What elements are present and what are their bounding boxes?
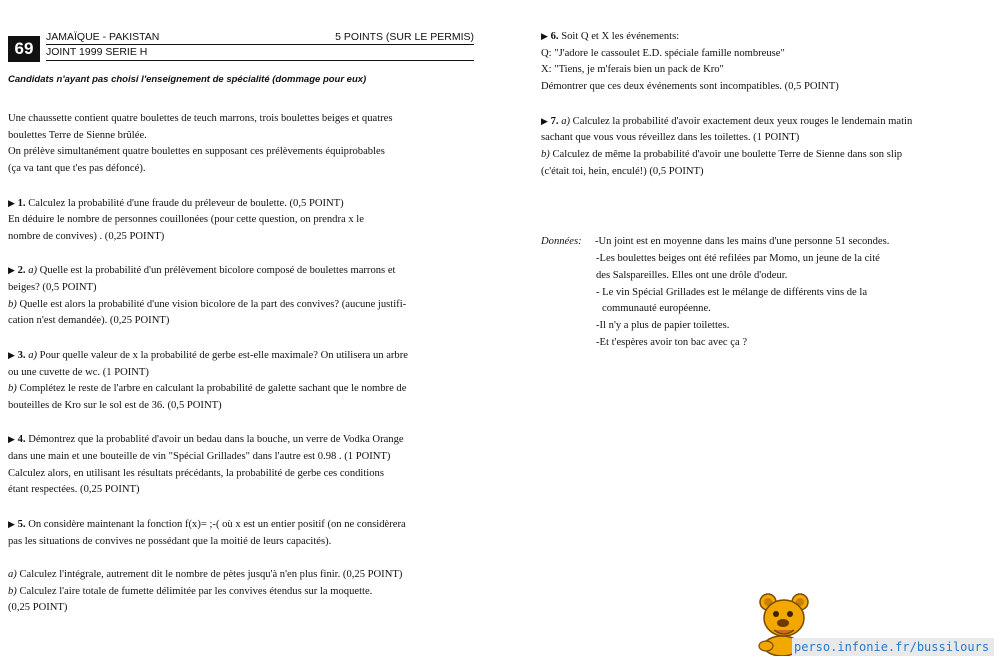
question-5-parts [8, 567, 498, 617]
triangle-bullet-icon: ▶ [541, 31, 548, 41]
question-text: Démontrez que la probablité d'avoir un bedau dans la bouche, un verre de Vodka Orange [28, 434, 404, 446]
part-label: a) [8, 568, 17, 580]
question-text: sachant que vous vous réveillez dans les toilettes. (1 POINT) [541, 132, 800, 144]
question-text: Quelle est la probabilité d'un prélèvement bicolore composé de boulettes marrons et [39, 265, 396, 277]
question-text: Calculez la probabilité d'avoir exactement deux yeux rouges le lendemain matin [572, 115, 913, 127]
data-item: -Un joint est en moyenne dans les mains d'une personne 51 secondes. [595, 236, 890, 247]
question-3 [8, 347, 498, 415]
question-text: pas les situations de convives ne possédant que la moitié de leurs capacités). [8, 535, 332, 547]
question-text: Quelle est alors la probabilité d'une vision bicolore de la part des convives? (aucune justifi- [19, 298, 407, 310]
question-text: Calculez de même la probabilité d'avoir une boulette Terre de Sienne dans son slip [552, 148, 903, 160]
data-item: -Les boulettes beiges ont été refilées par Momo, un jeune de la cité [596, 253, 880, 264]
triangle-bullet-icon: ▶ [8, 265, 15, 276]
question-text: dans une main et une bouteille de vin "Spécial Grillades" dans l'autre est 0.98 . (1 POINT) [8, 451, 391, 462]
question-text: Pour quelle valeur de x la probabilité de gerbe est-elle maximale? On utilisera un arbre [39, 349, 408, 361]
triangle-bullet-icon: ▶ [8, 349, 15, 360]
triangle-bullet-icon: ▶ [8, 197, 15, 208]
question-4 [8, 431, 498, 499]
triangle-bullet-icon: ▶ [8, 518, 15, 529]
exam-points: 5 POINTS (SUR LE PERMIS) [335, 31, 474, 43]
question-number: 5. [17, 518, 26, 530]
data-item: -Il n'y a plus de papier toilettes. [596, 320, 730, 331]
question-text: (c'était toi, hein, enculé!) (0,5 POINT) [541, 165, 704, 177]
triangle-bullet-icon: ▶ [541, 115, 548, 126]
triangle-bullet-icon: ▶ [8, 434, 15, 445]
question-text: Calculez l'aire totale de fumette délimitée par les convives étendus sur la moquette. [19, 585, 373, 597]
question-number: 4. [17, 434, 26, 446]
intro-line: boulettes Terre de Sienne brûlée. [8, 129, 147, 141]
question-text: bouteilles de Kro sur le sol est de 36. (0,5 POINT) [8, 399, 222, 411]
question-text: cation n'est demandée). (0,25 POINT) [8, 315, 170, 327]
question-6 [541, 28, 996, 96]
part-label: a) [28, 265, 38, 277]
data-item: - Le vin Spécial Grillades est le mélange de différents vins de la [596, 287, 868, 298]
data-label: Données: [541, 236, 582, 247]
page-number-badge: 69 [8, 36, 40, 62]
exam-header [46, 30, 474, 61]
left-column [8, 111, 498, 634]
data-item: -Et t'espères avoir ton bac avec ça ? [596, 337, 748, 348]
question-text: En déduire le nombre de personnes couillonées (pour cette question, on prendra x le [8, 214, 364, 226]
intro-line: Une chaussette contient quatre boulettes de teuch marrons, trois boulettes beiges et quatres [8, 113, 393, 124]
part-label: b) [8, 298, 17, 310]
question-text: nombre de convives) . (0,25 POINT) [8, 230, 165, 242]
right-column [541, 28, 996, 197]
question-text: étant respectées. (0,25 POINT) [8, 484, 140, 496]
part-label: b) [8, 585, 17, 597]
question-number: 3. [17, 349, 26, 361]
question-text: Soit Q et X les événements: [561, 31, 680, 42]
question-number: 6. [550, 31, 559, 42]
question-number: 1. [17, 197, 26, 209]
question-5 [8, 516, 498, 550]
part-label: b) [541, 148, 550, 160]
question-text: beiges? (0,5 POINT) [8, 282, 97, 293]
data-item: des Salspareilles. Elles ont une drôle d'odeur. [596, 270, 788, 281]
site-logo[interactable] [756, 590, 996, 662]
question-text: On considère maintenant la fonction f(x)= ;-( où x est un entier positif (on ne considèrera [28, 518, 406, 530]
question-number: 2. [17, 265, 26, 277]
question-number: 7. [550, 115, 559, 127]
candidates-notice: Candidats n'ayant pas choisi l'enseignement de spécialité (dommage pour eux) [8, 74, 367, 85]
question-text: Démontrer que ces deux événements sont incompatibles. (0,5 POINT) [541, 81, 839, 93]
question-2 [8, 262, 498, 330]
part-label: a) [28, 349, 38, 361]
intro-paragraph [8, 111, 498, 178]
question-text: X: "Tiens, je m'ferais bien un pack de Kro" [541, 64, 724, 76]
site-url-link[interactable]: perso.infonie.fr/bussilours [792, 638, 994, 656]
question-1 [8, 195, 498, 246]
part-label: b) [8, 383, 17, 395]
intro-line: On prélève simultanément quatre boulettes en supposant ces prélèvements équiprobables [8, 146, 385, 158]
question-text: ou une cuvette de wc. (1 POINT) [8, 366, 149, 378]
question-7 [541, 113, 996, 181]
exam-location: JAMAÏQUE - PAKISTAN [46, 31, 160, 43]
part-label: a) [561, 115, 571, 127]
intro-line: (ça va tant que t'es pas défoncé). [8, 163, 146, 175]
data-item: communauté européenne. [602, 303, 711, 314]
question-text: Complétez le reste de l'arbre en calculant la probabilité de galette sachant que le nombre de [19, 383, 407, 395]
question-text: Calculez alors, en utilisant les résultats précédants, la probabilité de gerbe ces conditions [8, 467, 384, 479]
question-text: Q: "J'adore le cassoulet E.D. spéciale famille nombreuse" [541, 47, 785, 59]
question-points: (0,25 POINT) [8, 602, 68, 614]
exam-session: JOINT 1999 SERIE H [46, 46, 148, 58]
question-text: Calculez la probabilité d'une fraude du préleveur de boulette. (0,5 POINT) [28, 197, 344, 209]
question-text: Calculez l'intégrale, autrement dit le nombre de pètes jusqu'à n'en plus finir. (0,25 POINT) [19, 568, 403, 580]
